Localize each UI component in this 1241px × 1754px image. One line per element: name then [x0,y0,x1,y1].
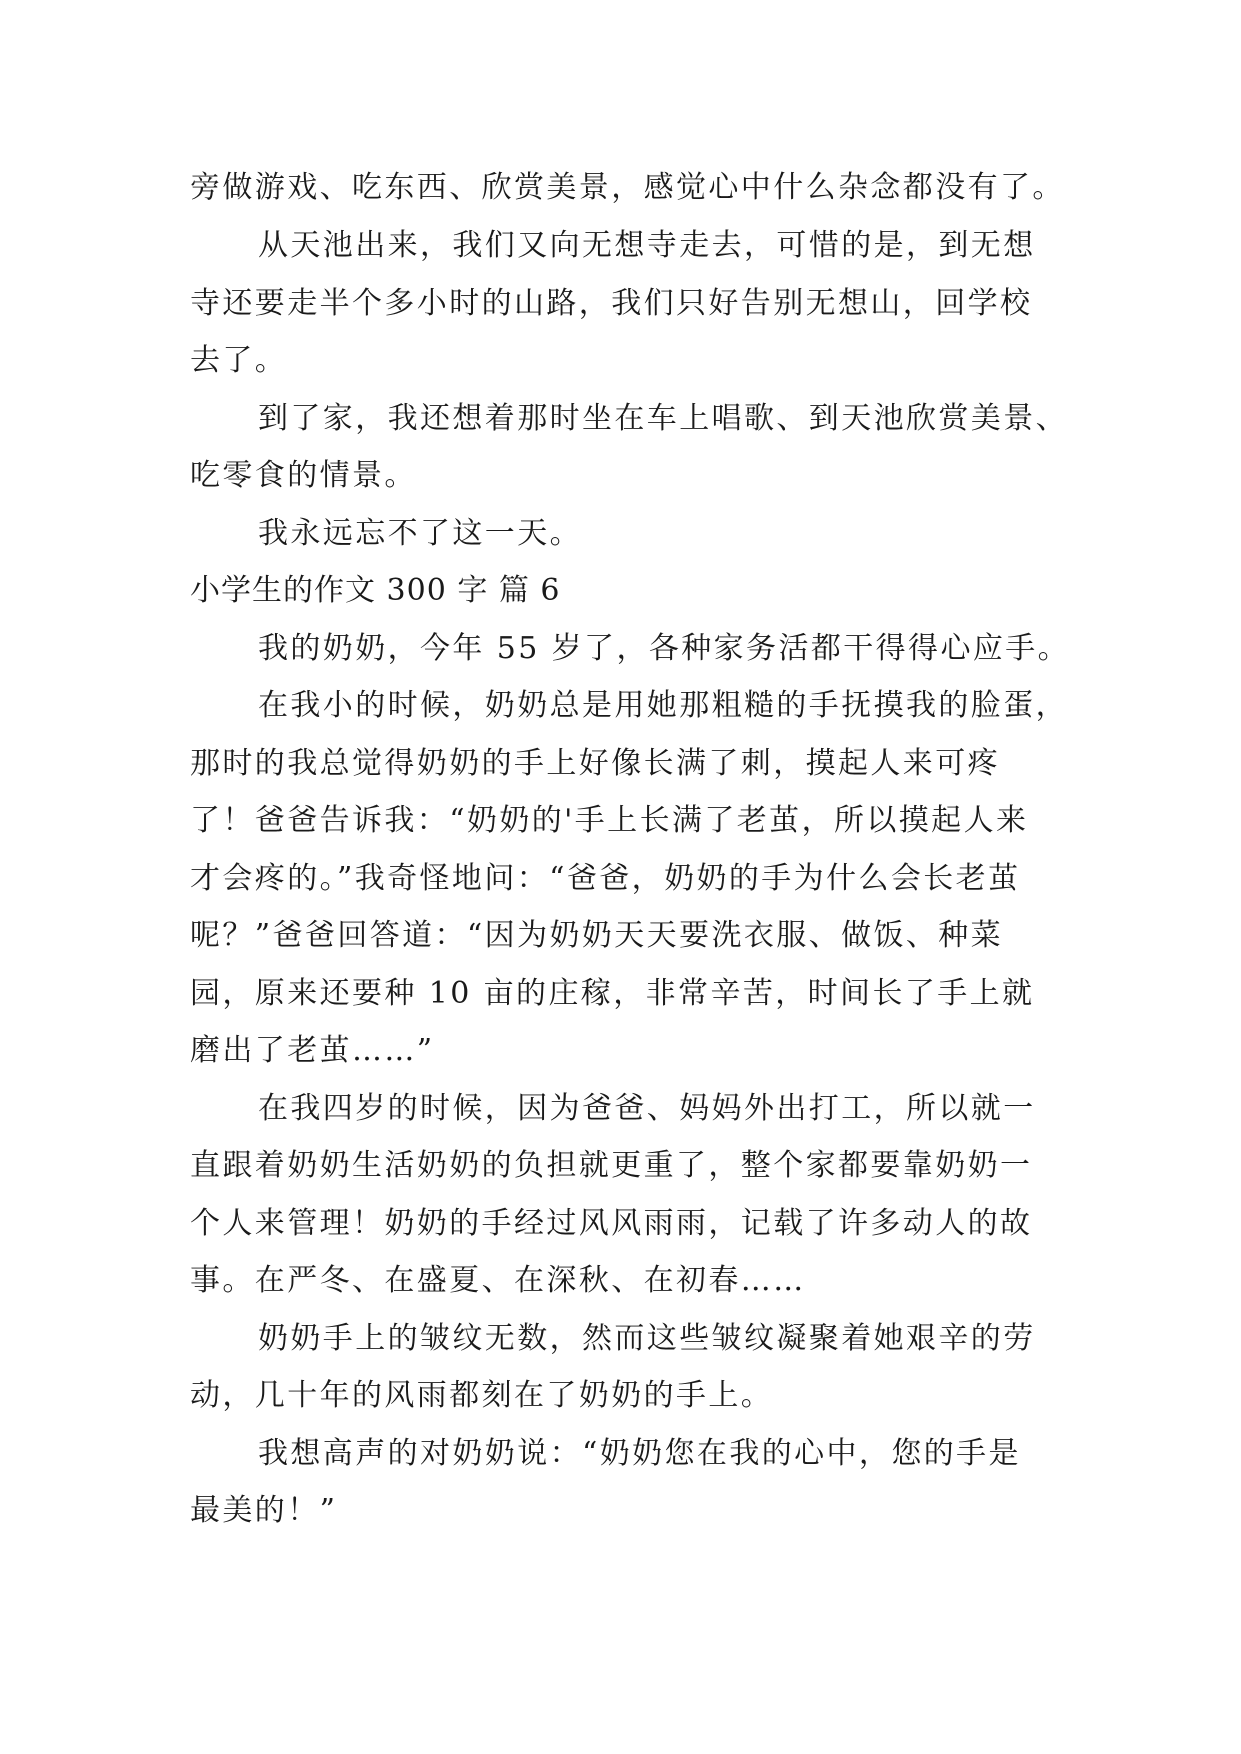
text-line: 旁做游戏、吃东西、欣赏美景，感觉心中什么杂念都没有了。 [190,170,1065,205]
text-line: 我想高声的对奶奶说：“奶奶您在我的心中，您的手是 [258,1436,1021,1471]
text-line: 了！爸爸告诉我：“奶奶的'手上长满了老茧，所以摸起人来 [190,803,1029,838]
text-line: 事。在严冬、在盛夏、在深秋、在初春…… [190,1263,806,1298]
text-line: 磨出了老茧……” [190,1033,435,1068]
text-line: 从天池出来，我们又向无想寺走去，可惜的是，到无想 [258,228,1036,263]
text-line: 直跟着奶奶生活奶奶的负担就更重了，整个家都要靠奶奶一 [190,1148,1033,1183]
text-line: 寺还要走半个多小时的山路，我们只好告别无想山，回学校 [190,286,1033,321]
text-line: 在我小的时候，奶奶总是用她那粗糙的手抚摸我的脸蛋， [258,688,1068,723]
text-line: 在我四岁的时候，因为爸爸、妈妈外出打工，所以就一 [258,1091,1036,1126]
text-line: 园，原来还要种 10 亩的庄稼，非常辛苦，时间长了手上就 [190,976,1035,1011]
text-line: 呢？”爸爸回答道：“因为奶奶天天要洗衣服、做饭、种菜 [190,918,1004,953]
text-line: 吃零食的情景。 [190,458,417,493]
text-line: 那时的我总觉得奶奶的手上好像长满了刺，摸起人来可疼 [190,746,1000,781]
text-line: 个人来管理！奶奶的手经过风风雨雨，记载了许多动人的故 [190,1206,1033,1241]
text-line: 动，几十年的风雨都刻在了奶奶的手上。 [190,1378,774,1413]
text-line: 去了。 [190,343,288,378]
text-line: 最美的！” [190,1493,338,1528]
text-line: 才会疼的。”我奇怪地问：“爸爸，奶奶的手为什么会长老茧 [190,861,1021,896]
section-heading: 小学生的作文 300 字 篇 6 [190,573,561,608]
text-line: 到了家，我还想着那时坐在车上唱歌、到天池欣赏美景、 [258,401,1068,436]
text-line: 奶奶手上的皱纹无数，然而这些皱纹凝聚着她艰辛的劳 [258,1321,1036,1356]
text-line: 我永远忘不了这一天。 [258,516,582,551]
text-line: 我的奶奶，今年 55 岁了，各种家务活都干得得心应手。 [258,631,1071,666]
